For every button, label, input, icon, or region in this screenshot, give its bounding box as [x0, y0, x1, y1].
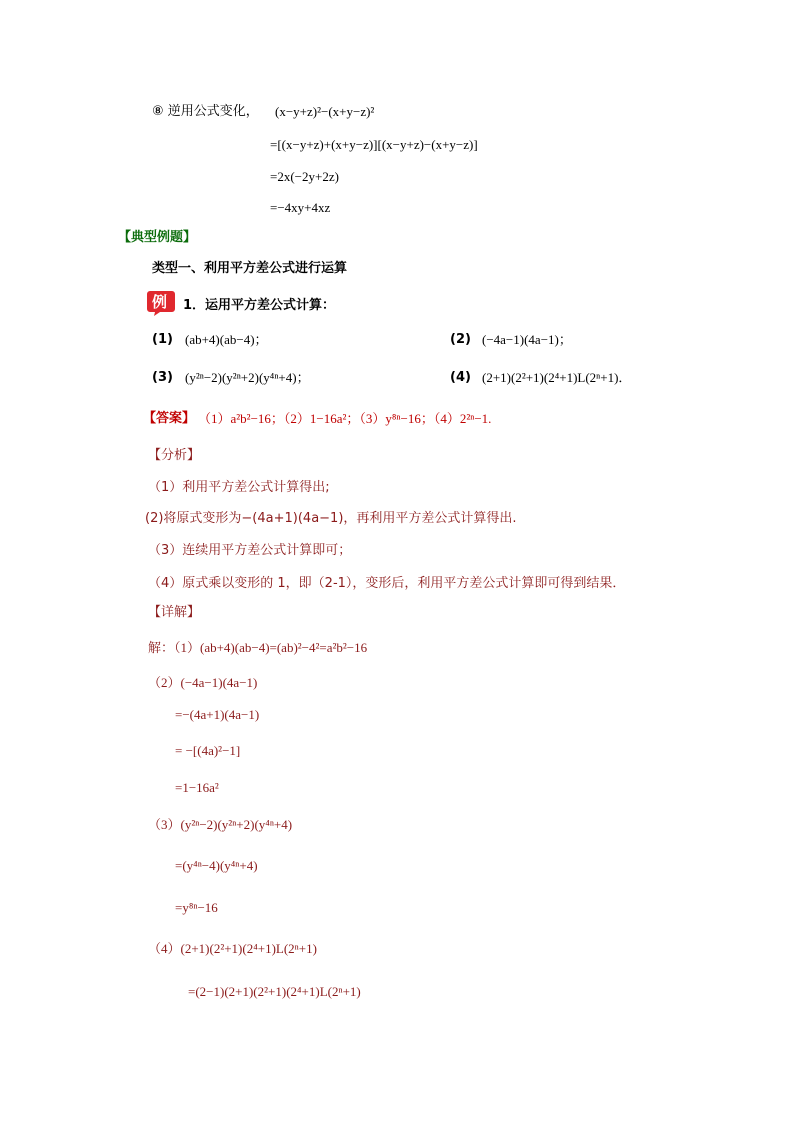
section8-line2: =[(x−y+z)+(x+y−z)][(x−y+z)−(x+y−z)]	[270, 137, 478, 152]
problem4-label: (4)	[450, 370, 471, 385]
detail-label: 【详解】	[148, 605, 201, 620]
example-title: 1．运用平方差公式计算：	[183, 298, 336, 313]
answer-label: 【答案】	[143, 411, 196, 426]
answer-text: （1）a²b²−16；（2）1−16a²；（3）y⁸ⁿ−16；（4）2²ⁿ−1.	[198, 411, 492, 426]
detail-step2b: =−(4a+1)(4a−1)	[175, 707, 260, 722]
analysis-line2: (2)将原式变形为−(4a+1)(4a−1)，再利用平方差公式计算得出.	[145, 511, 517, 526]
example-badge-text: 例	[152, 293, 168, 311]
problem1-label: (1)	[152, 332, 173, 347]
detail-step2a: （2）(−4a−1)(4a−1)	[148, 675, 258, 690]
section8-line3: =2x(−2y+2z)	[270, 169, 339, 184]
problem3: (y²ⁿ−2)(y²ⁿ+2)(y⁴ⁿ+4)；	[185, 370, 310, 385]
type1-heading: 类型一、利用平方差公式进行运算	[152, 261, 348, 276]
section8-label: ⑧ 逆用公式变化，	[152, 104, 259, 119]
detail-step3b: =(y⁴ⁿ−4)(y⁴ⁿ+4)	[175, 858, 258, 873]
analysis-line4: （4）原式乘以变形的 1，即（2-1），变形后，利用平方差公式计算即可得到结果．	[148, 576, 626, 591]
detail-step1: 解：（1）(ab+4)(ab−4)=(ab)²−4²=a²b²−16	[148, 640, 368, 655]
detail-step3a: （3）(y²ⁿ−2)(y²ⁿ+2)(y⁴ⁿ+4)	[148, 817, 293, 832]
section8-line1: (x−y+z)²−(x+y−z)²	[275, 104, 375, 119]
detail-step2d: =1−16a²	[175, 780, 219, 795]
detail-step4a: （4）(2+1)(2²+1)(2⁴+1)L(2ⁿ+1)	[148, 941, 317, 956]
detail-step4b: =(2−1)(2+1)(2²+1)(2⁴+1)L(2ⁿ+1)	[188, 984, 361, 999]
problem3-label: (3)	[152, 370, 173, 385]
analysis-line1: （1）利用平方差公式计算得出;	[148, 480, 330, 495]
problem2-label: (2)	[450, 332, 471, 347]
problem1: (ab+4)(ab−4)；	[185, 332, 268, 347]
detail-step2c: = −[(4a)²−1]	[175, 743, 241, 758]
problem4: (2+1)(2²+1)(2⁴+1)L(2ⁿ+1)．	[482, 370, 632, 385]
section8-line4: =−4xy+4xz	[270, 200, 331, 215]
analysis-label: 【分析】	[148, 448, 201, 463]
analysis-line3: （3）连续用平方差公式计算即可；	[148, 543, 352, 558]
problem2: (−4a−1)(4a−1)；	[482, 332, 572, 347]
examples-heading: 【典型例题】	[118, 230, 197, 245]
detail-step3c: =y⁸ⁿ−16	[175, 900, 218, 915]
